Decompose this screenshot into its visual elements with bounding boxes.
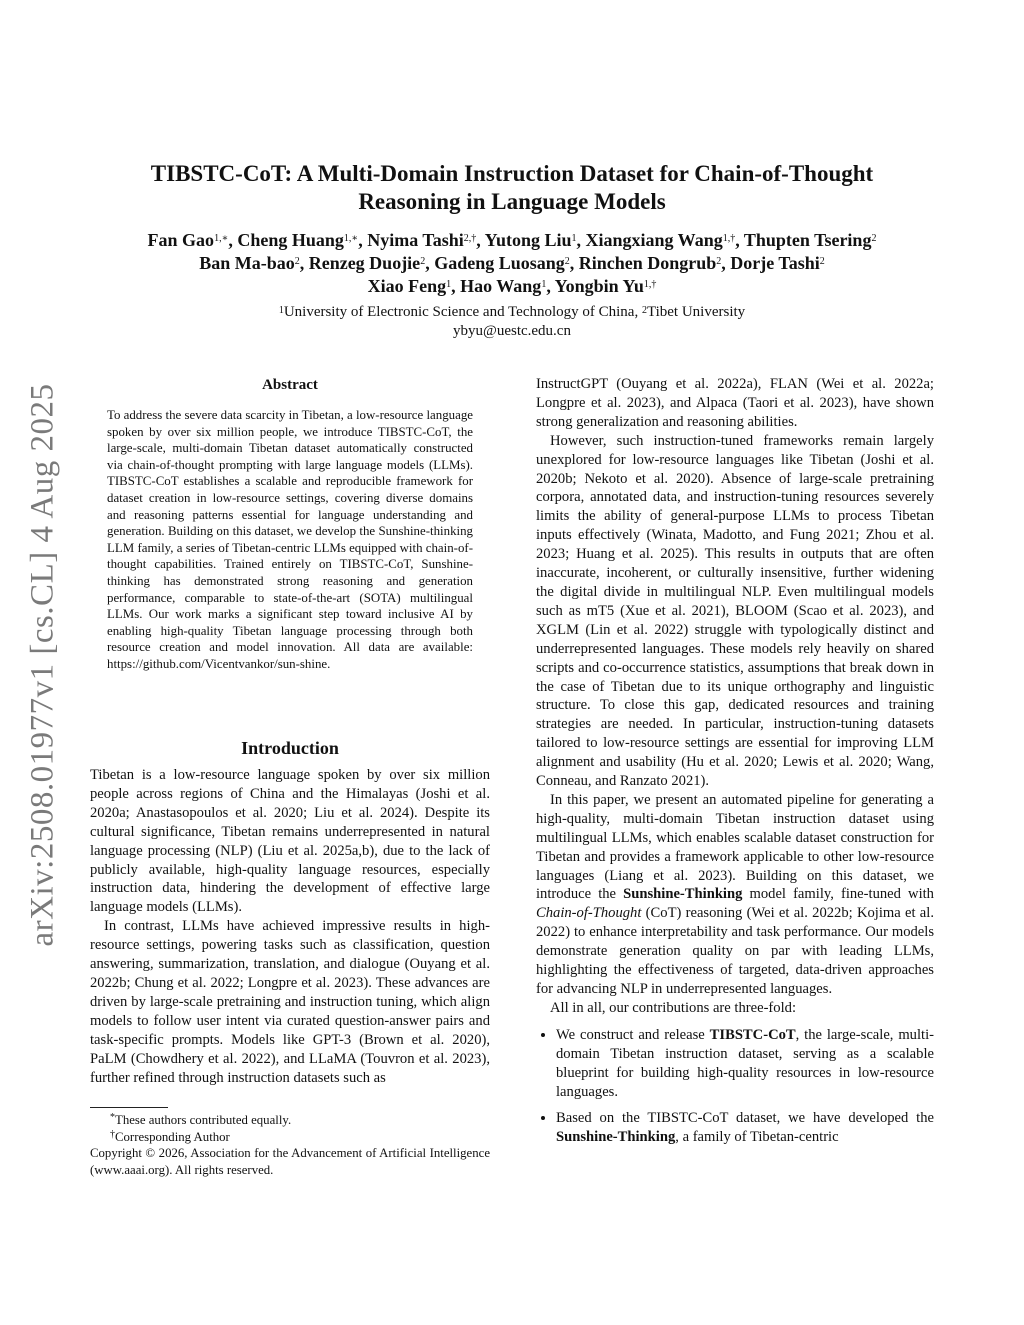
right-column-body xyxy=(536,375,934,1155)
abstract-text: To address the severe data scarcity in Tibetan, a low-resource language spoken by over six million people, we introduce TIBSTC-CoT, the large-scale, multi-domain Tibetan dataset automatically constructed via chain-of-thought prompting with large language models (LLMs). TIBSTC-CoT establishes a scalable and reproducible framework for dataset creation in low-resource settings, covering diverse domains and reasoning patterns essential for language understanding and generation. Building on this dataset, we develop the Sunshine-thinking LLM family, a series of Tibetan-centric LLMs equipped with chain-of-thought capabilities. Trained entirely on TIBSTC-CoT, Sunshine-thinking has demonstrated strong reasoning and generation performance, comparable to state-of-the-art (SOTA) multilingual LLMs. Our work marks a significant step toward inclusive AI by enabling high-quality Tibetan language processing through both resource creation and model innovation. All data are available: https://github.com/Vicentvankor/sun-shine. xyxy=(107,408,473,671)
author-name: Xiao Feng xyxy=(367,276,447,296)
author-affiliation-mark: 2 xyxy=(564,256,570,267)
intro-paragraph-1: Tibetan is a low-resource language spoken by over six million people across regions of China and the Himalayas (Joshi et al. 2020a; Anastasopoulos et al. 2020; Liu et al. 2024). Despite its cultural significance, Tibetan remains underrepresented in natural language processing (NLP) (Liu et al. 2025a,b), due to the lack of publicly available, high-quality language resources, especially instruction data, hindering the development of effective large language models (LLMs). xyxy=(90,767,490,916)
author-name: Gadeng Luosang xyxy=(434,253,565,273)
author-name: Hao Wang xyxy=(460,276,542,296)
affiliation-2: Tibet University xyxy=(646,304,746,320)
author-separator: , xyxy=(569,253,579,273)
author-separator: , xyxy=(228,230,238,250)
arxiv-identifier-text: arXiv:2508.01977v1 [cs.CL] 4 Aug 2025 xyxy=(24,383,61,947)
author-name: Ban Ma-bao xyxy=(199,253,295,273)
author-separator: , xyxy=(425,253,435,273)
author-name: Nyima Tashi xyxy=(367,230,464,250)
author-name: Fan Gao xyxy=(147,230,215,250)
author-separator: , xyxy=(451,276,461,296)
right-paragraph-1: InstructGPT (Ouyang et al. 2022a), FLAN (Wei et al. 2022a; Longpre et al. 2023), and Alpaca (Taori et al. 2023), have shown strong generalization and reasoning abilities. xyxy=(536,376,934,430)
paragraph-text: In this paper, we present an automated pipeline for generating a high-quality, multi-domain Tibetan instruction dataset using multilingual LLMs, which enables scalable dataset construction for Tibetan and provides a framework applicable to other low-resource languages (Liang et al. 2023). Building on this dataset, we introduce the xyxy=(536,791,934,903)
author-name: Cheng Huang xyxy=(237,230,344,250)
contributions-list xyxy=(536,1026,934,1147)
author-affiliation-mark: 1 xyxy=(446,279,452,290)
author-separator: , xyxy=(546,276,555,296)
author-affiliation-mark: 1,† xyxy=(643,279,657,290)
author-affiliation-mark: 1 xyxy=(571,233,577,244)
author-affiliation-mark: 1 xyxy=(541,279,547,290)
author-separator: , xyxy=(476,230,485,250)
item-text: , the large-scale, multi-domain Tibetan instruction dataset, serving as a scalable blueprint for building high-quality resources in low-resource languages. xyxy=(556,1026,935,1100)
author-name: Yongbin Yu xyxy=(554,276,644,296)
title-line-1: TIBSTC-CoT: A Multi-Domain Instruction Dataset for Chain-of-Thought xyxy=(150,161,874,186)
author-affiliation-mark: 2 xyxy=(294,256,300,267)
item-text: Based on the TIBSTC-CoT dataset, we have developed the xyxy=(556,1110,934,1127)
author-affiliation-mark: 2 xyxy=(716,256,722,267)
author-affiliation-mark: 2 xyxy=(871,233,877,244)
author-separator: , xyxy=(735,230,744,250)
affiliation-mark: 1 xyxy=(278,305,284,316)
copyright-notice: Copyright © 2026, Association for the Advancement of Artificial Intelligence (www.aaai.org). All rights reserved. xyxy=(90,1146,490,1177)
title-line-2: Reasoning in Language Models xyxy=(358,189,666,214)
footnotes xyxy=(90,1112,490,1178)
paragraph-text: (CoT) reasoning (Wei et al. 2022b; Kojima et al. 2022) to enhance interpretability and task performance. Our models demonstrate generation quality on par with leading LLMs, highlighting the effectiveness of targeted, data-driven approaches for advancing NLP in underrepresented languages. xyxy=(536,905,934,997)
right-paragraph-2: However, such instruction-tuned frameworks remain largely unexplored for low-resource languages like Tibetan (Joshi et al. 2020b; Nekoto et al. 2020). Absence of large-scale pretraining corpora, annotated data, and instruction-tuning resources severely limits the ability of general-purpose LLMs to process Tibetan inputs effectively (Winata, Madotto, and Fung 2021; Zhou et al. 2023; Huang et al. 2025). This results in outputs that are often inaccurate, incoherent, or culturally insensitive, further widening the digital divide in multilingual NLP. Even multilingual models such as mT5 (Xue et al. 2021), BLOOM (Scao et al. 2023), and XGLM (Lin et al. 2022) struggle with typologically distinct and underrepresented languages. These models rely heavily on shared scripts and co-occurrence statistics, assumptions that break down in the case of Tibetan due to its unique orthography and linguistic structure. To close this gap, dedicated resources and training strategies are needed. In particular, instruction-tuning datasets tailored to low-resource settings are essential for improving LLM alignment and usability (Hu et al. 2020; Lewis et al. 2020; Wang, Conneau, and Ranzato 2021). xyxy=(536,432,934,790)
author-name: Yutong Liu xyxy=(484,230,572,250)
dataset-name-bold: TIBSTC-CoT xyxy=(709,1026,796,1043)
affiliations xyxy=(60,303,964,341)
footnote-divider xyxy=(90,1107,168,1108)
model-name-bold: Sunshine-Thinking xyxy=(556,1129,676,1146)
contribution-item xyxy=(556,1026,934,1102)
author-name: Renzeg Duojie xyxy=(308,253,421,273)
paper-title xyxy=(100,160,924,216)
intro-paragraph-2: In contrast, LLMs have achieved impressive results in high-resource settings, powering tasks such as classification, question answering, summarization, translation, and dialogue (Ouyang et al. 2022b; Chung et al. 2022; Longpre et al. 2023). These advances are driven by large-scale pretraining and instruction tuning, which align models to follow user intent via curated question-answer pairs and task-specific prompts. Models like GPT-3 (Brown et al. 2020), PaLM (Chowdhery et al. 2022), and LLaMA (Touvron et al. 2023), further refined through instruction datasets such as xyxy=(90,918,490,1086)
introduction-heading: Introduction xyxy=(241,738,339,758)
author-affiliation-mark: 2 xyxy=(819,256,825,267)
affiliation-mark: 2 xyxy=(641,305,647,316)
footnote-text: These authors contributed equally. xyxy=(115,1113,292,1127)
item-text: , a family of Tibetan-centric xyxy=(675,1129,839,1146)
author-list xyxy=(60,229,964,298)
authors-line-1 xyxy=(60,229,964,252)
author-affiliation-mark: 2 xyxy=(420,256,426,267)
footnote-mark: † xyxy=(110,1128,115,1140)
abstract-heading: Abstract xyxy=(262,377,318,393)
right-paragraph-3 xyxy=(536,791,934,999)
item-text: We construct and release xyxy=(556,1026,710,1043)
authors-line-2 xyxy=(60,252,964,275)
author-separator: , xyxy=(576,230,586,250)
author-name: Rinchen Dongrub xyxy=(578,253,717,273)
author-separator: , xyxy=(299,253,309,273)
author-affiliation-mark: 2,† xyxy=(463,233,477,244)
contact-email: ybyu@uestc.edu.cn xyxy=(453,323,571,339)
author-name: Xiangxiang Wang xyxy=(585,230,723,250)
arxiv-identifier xyxy=(18,370,68,960)
contribution-item xyxy=(556,1109,934,1147)
cot-italic: Chain-of-Thought xyxy=(536,905,642,922)
affiliation-line xyxy=(60,303,964,322)
footnote-mark: * xyxy=(110,1112,115,1123)
footnote-corresponding-author xyxy=(90,1129,490,1146)
affiliation-1: University of Electronic Science and Technology of China, xyxy=(283,304,642,320)
model-name-bold: Sunshine-Thinking xyxy=(623,886,743,903)
right-paragraph-4: All in all, our contributions are three-fold: xyxy=(550,999,796,1016)
paragraph-text: model family, fine-tuned with xyxy=(742,886,934,903)
author-affiliation-mark: 1,∗ xyxy=(214,233,229,244)
author-name: Dorje Tashi xyxy=(730,253,820,273)
author-separator: , xyxy=(721,253,731,273)
footnote-text: Corresponding Author xyxy=(115,1129,230,1144)
author-separator: , xyxy=(358,230,368,250)
author-affiliation-mark: 1,† xyxy=(722,233,736,244)
left-column-body xyxy=(90,766,490,1087)
footnote-equal-contribution xyxy=(90,1112,490,1129)
author-affiliation-mark: 1,∗ xyxy=(343,233,359,244)
author-name: Thupten Tsering xyxy=(743,230,872,250)
authors-line-3 xyxy=(60,275,964,298)
